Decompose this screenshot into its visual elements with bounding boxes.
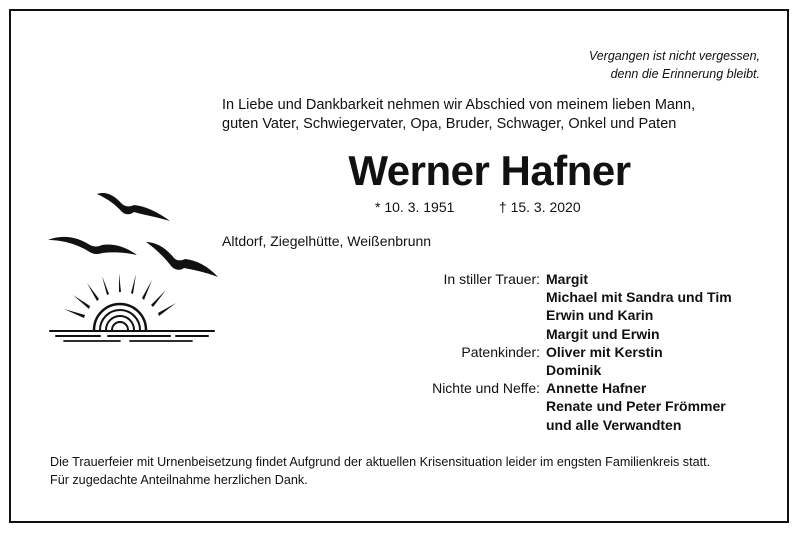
mourner-group bbox=[360, 343, 732, 379]
mourner-group bbox=[360, 270, 732, 343]
mourner-name: Margit bbox=[546, 271, 588, 287]
mourner-name: Dominik bbox=[546, 362, 602, 379]
bird-icon bbox=[146, 242, 218, 277]
mourner-name: Renate und Peter Frömmer bbox=[546, 398, 726, 415]
mourner-name: und alle Verwandten bbox=[546, 416, 682, 433]
footer-line-2: Für zugedachte Anteilnahme herzlichen Dank. bbox=[50, 473, 308, 487]
intro-text bbox=[222, 96, 757, 134]
intro-line-2: guten Vater, Schwiegervater, Opa, Bruder, Schwager, Onkel und Paten bbox=[222, 116, 677, 132]
location-line: Altdorf, Ziegelhütte, Weißenbrunn bbox=[222, 233, 432, 249]
life-dates bbox=[375, 199, 581, 215]
mourner-role: In stiller Trauer: bbox=[443, 271, 540, 287]
motto-line-1: Vergangen ist nicht vergessen, bbox=[588, 49, 760, 63]
deceased-name: Werner Hafner bbox=[348, 147, 631, 194]
mourners-list bbox=[360, 270, 732, 434]
mourner-name: Erwin und Karin bbox=[546, 307, 654, 324]
mourner-name: Michael mit Sandra und Tim bbox=[546, 289, 732, 306]
mourner-role: Patenkinder: bbox=[461, 343, 540, 360]
mourner-group bbox=[360, 379, 732, 434]
footer-text bbox=[50, 453, 760, 489]
bird-icon bbox=[48, 237, 137, 255]
sun-icon bbox=[64, 273, 176, 318]
mourner-name: Margit und Erwin bbox=[546, 325, 660, 342]
birth-date: * 10. 3. 1951 bbox=[375, 199, 455, 215]
motto-quote bbox=[540, 47, 760, 83]
death-date: † 15. 3. 2020 bbox=[498, 199, 581, 215]
mourner-name: Annette Hafner bbox=[546, 380, 647, 397]
footer-line-1: Die Trauerfeier mit Urnenbeisetzung findet Aufgrund der aktuellen Krisensituation leider im engsten Familienkreis statt. bbox=[50, 455, 711, 469]
motto-line-2: denn die Erinnerung bleibt. bbox=[610, 67, 760, 81]
mourner-role: Nichte und Neffe: bbox=[432, 380, 540, 397]
sunset-with-birds-icon bbox=[42, 185, 222, 345]
mourner-name: Oliver mit Kerstin bbox=[546, 343, 663, 360]
intro-line-1: In Liebe und Dankbarkeit nehmen wir Abschied von meinem lieben Mann, bbox=[222, 97, 696, 113]
bird-icon bbox=[97, 193, 170, 221]
